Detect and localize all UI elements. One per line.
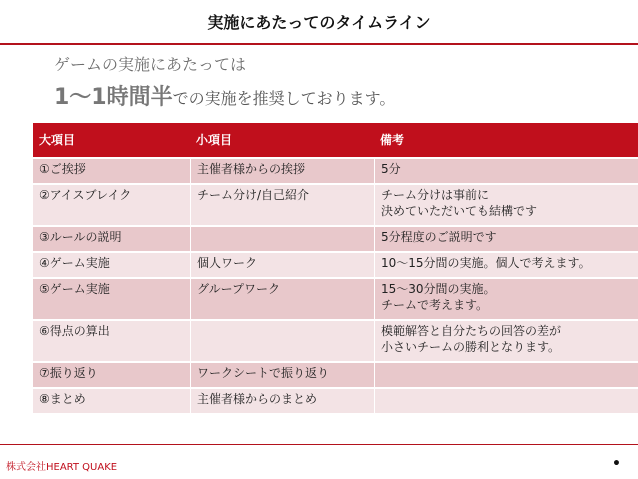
note-line: チームで考えます。 [381, 298, 489, 312]
note-line: チーム分けは事前に [381, 188, 490, 202]
note-line: 決めていただいても結構です [381, 204, 538, 218]
table-row [33, 279, 638, 319]
cell-minor: グループワーク [190, 279, 374, 319]
table-row [33, 363, 638, 387]
note-line: 5分 [381, 162, 401, 176]
timeline-table [33, 121, 638, 415]
slide-title: 実施にあたってのタイムライン [207, 13, 431, 32]
note-line: 小さいチームの勝利となります。 [381, 340, 561, 354]
cell-note [374, 321, 638, 361]
top-divider [0, 43, 638, 45]
cell-note [374, 389, 638, 413]
company-name: 株式会社HEART QUAKE [6, 462, 118, 473]
note-line: 模範解答と自分たちの回答の差が [381, 324, 562, 338]
note-line: 15〜30分間の実施。 [381, 282, 496, 296]
cell-major: ②アイスブレイク [33, 185, 190, 225]
cell-major: ④ゲーム実施 [33, 253, 190, 277]
cell-minor: 主催者様からのまとめ [190, 389, 374, 413]
cell-major: ⑤ゲーム実施 [33, 279, 190, 319]
cell-note [374, 227, 638, 251]
cell-note [374, 363, 638, 387]
bottom-divider [0, 444, 638, 445]
cell-major: ③ルールの説明 [33, 227, 190, 251]
table-row [33, 185, 638, 225]
table-row [33, 159, 638, 183]
header-major: 大項目 [33, 123, 190, 157]
page-marker: • [612, 456, 621, 472]
header-minor: 小項目 [190, 123, 374, 157]
cell-minor: 主催者様からの挨拶 [190, 159, 374, 183]
slide-subtitle: ゲームの実施にあたっては [54, 55, 247, 74]
cell-note [374, 159, 638, 183]
cell-major: ⑦振り返り [33, 363, 190, 387]
lead-rest: での実施を推奨しております。 [172, 89, 396, 108]
lead-highlight: 1〜1時間半 [54, 85, 173, 110]
cell-major: ①ご挨拶 [33, 159, 190, 183]
header-note: 備考 [374, 123, 638, 157]
cell-major: ⑥得点の算出 [33, 321, 190, 361]
cell-minor: チーム分け/自己紹介 [190, 185, 374, 225]
cell-minor: 個人ワーク [190, 253, 374, 277]
cell-minor [190, 227, 374, 251]
cell-note [374, 253, 638, 277]
cell-note [374, 185, 638, 225]
table-row [33, 227, 638, 251]
note-line: 10〜15分間の実施。個人で考えます。 [381, 256, 591, 270]
table-row [33, 321, 638, 361]
note-line: 5分程度のご説明です [381, 230, 497, 244]
lead-text [54, 80, 395, 111]
table-header-row [33, 123, 638, 157]
table-row [33, 389, 638, 413]
cell-minor: ワークシートで振り返り [190, 363, 374, 387]
table-row [33, 253, 638, 277]
cell-major: ⑧まとめ [33, 389, 190, 413]
cell-minor [190, 321, 374, 361]
cell-note [374, 279, 638, 319]
